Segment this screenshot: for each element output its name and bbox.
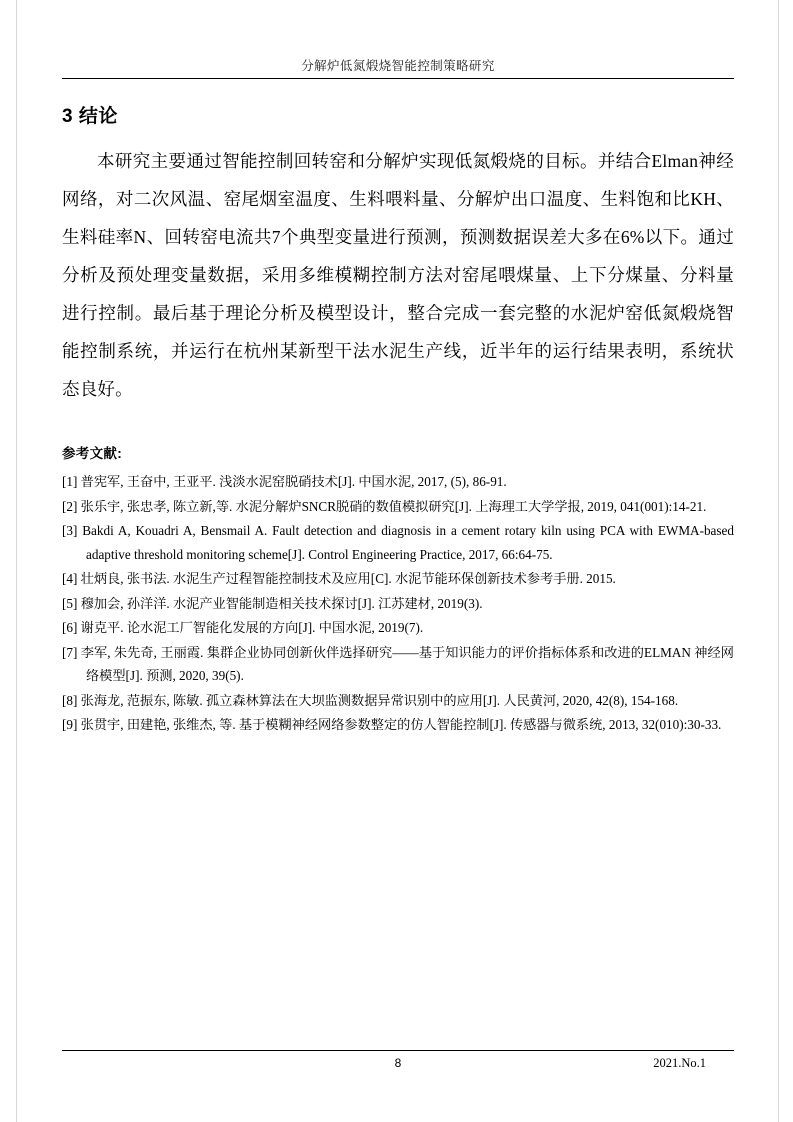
reference-item: [8] 张海龙, 范振东, 陈敏. 孤立森林算法在大坝监测数据异常识别中的应用[J]. 人民黄河, 2020, 42(8), 154-168.	[62, 692, 679, 708]
reference-item: [3] Bakdi A, Kouadri A, Bensmail A. Fault detection and diagnosis in a cement rotary kiln using PCA with EWMA-based adaptive threshold monitoring scheme[J]. Control Engineering Practice, 2017, 66:64-75.	[62, 523, 734, 562]
reference-item: [6] 谢克平. 论水泥工厂智能化发展的方向[J]. 中国水泥, 2019(7).	[62, 620, 424, 635]
footer-row	[62, 1056, 734, 1074]
section-heading: 3 结论	[62, 106, 118, 127]
page-content	[62, 0, 734, 738]
reference-item: [2] 张乐宇, 张忠孝, 陈立新,等. 水泥分解炉SNCR脱硝的数值模拟研究[J]. 上海理工大学学报, 2019, 041(001):14-21.	[62, 498, 707, 514]
page-number: 8	[394, 1056, 402, 1070]
page-edge-left	[16, 0, 17, 1122]
issue-label: 2021.No.1	[653, 1056, 706, 1070]
footer-rule	[62, 1050, 734, 1051]
page-footer	[62, 1050, 734, 1074]
header-rule	[62, 78, 734, 79]
page-edge-right	[778, 0, 779, 1122]
reference-item: [5] 穆加会, 孙洋洋. 水泥产业智能制造相关技术探讨[J]. 江苏建材, 2019(3).	[62, 595, 483, 611]
running-header	[62, 56, 734, 78]
running-header-text: 分解炉低氮煅烧智能控制策略研究	[301, 59, 495, 73]
references-list	[62, 470, 734, 737]
conclusion-paragraph: 本研究主要通过智能控制回转窑和分解炉实现低氮煅烧的目标。并结合Elman神经网络，对二次风温、窑尾烟室温度、生料喂料量、分解炉出口温度、生料饱和比KH、生料硅率N、回转窑电流共7个典型变量进行预测，预测数据误差大多在6%以下。通过分析及预处理变量数据，采用多维模糊控制方法对窑尾喂煤量、上下分煤量、分料量进行控制。最后基于理论分析及模型设计，整合完成一套完整的水泥炉窑低氮煅烧智能控制系统，并运行在杭州某新型干法水泥生产线，近半年的运行结果表明，系统状态良好。	[62, 151, 734, 399]
reference-item: [4] 壮炳良, 张书法. 水泥生产过程智能控制技术及应用[C]. 水泥节能环保创新技术参考手册. 2015.	[62, 571, 616, 586]
references-heading: 参考文献:	[62, 446, 122, 461]
reference-item: [9] 张贯宇, 田建艳, 张维杰, 等. 基于模糊神经网络参数整定的仿人智能控制[J]. 传感器与微系统, 2013, 32(010):30-33.	[62, 717, 722, 732]
reference-item: [7] 李军, 朱先奇, 王丽霞. 集群企业协同创新伙伴选择研究——基于知识能力的评价指标体系和改进的ELMAN 神经网络模型[J]. 预测, 2020, 39(5).	[62, 644, 734, 683]
reference-item: [1] 普宪军, 王奋中, 王亚平. 浅淡水泥窑脱硝技术[J]. 中国水泥, 2017, (5), 86-91.	[62, 474, 507, 489]
